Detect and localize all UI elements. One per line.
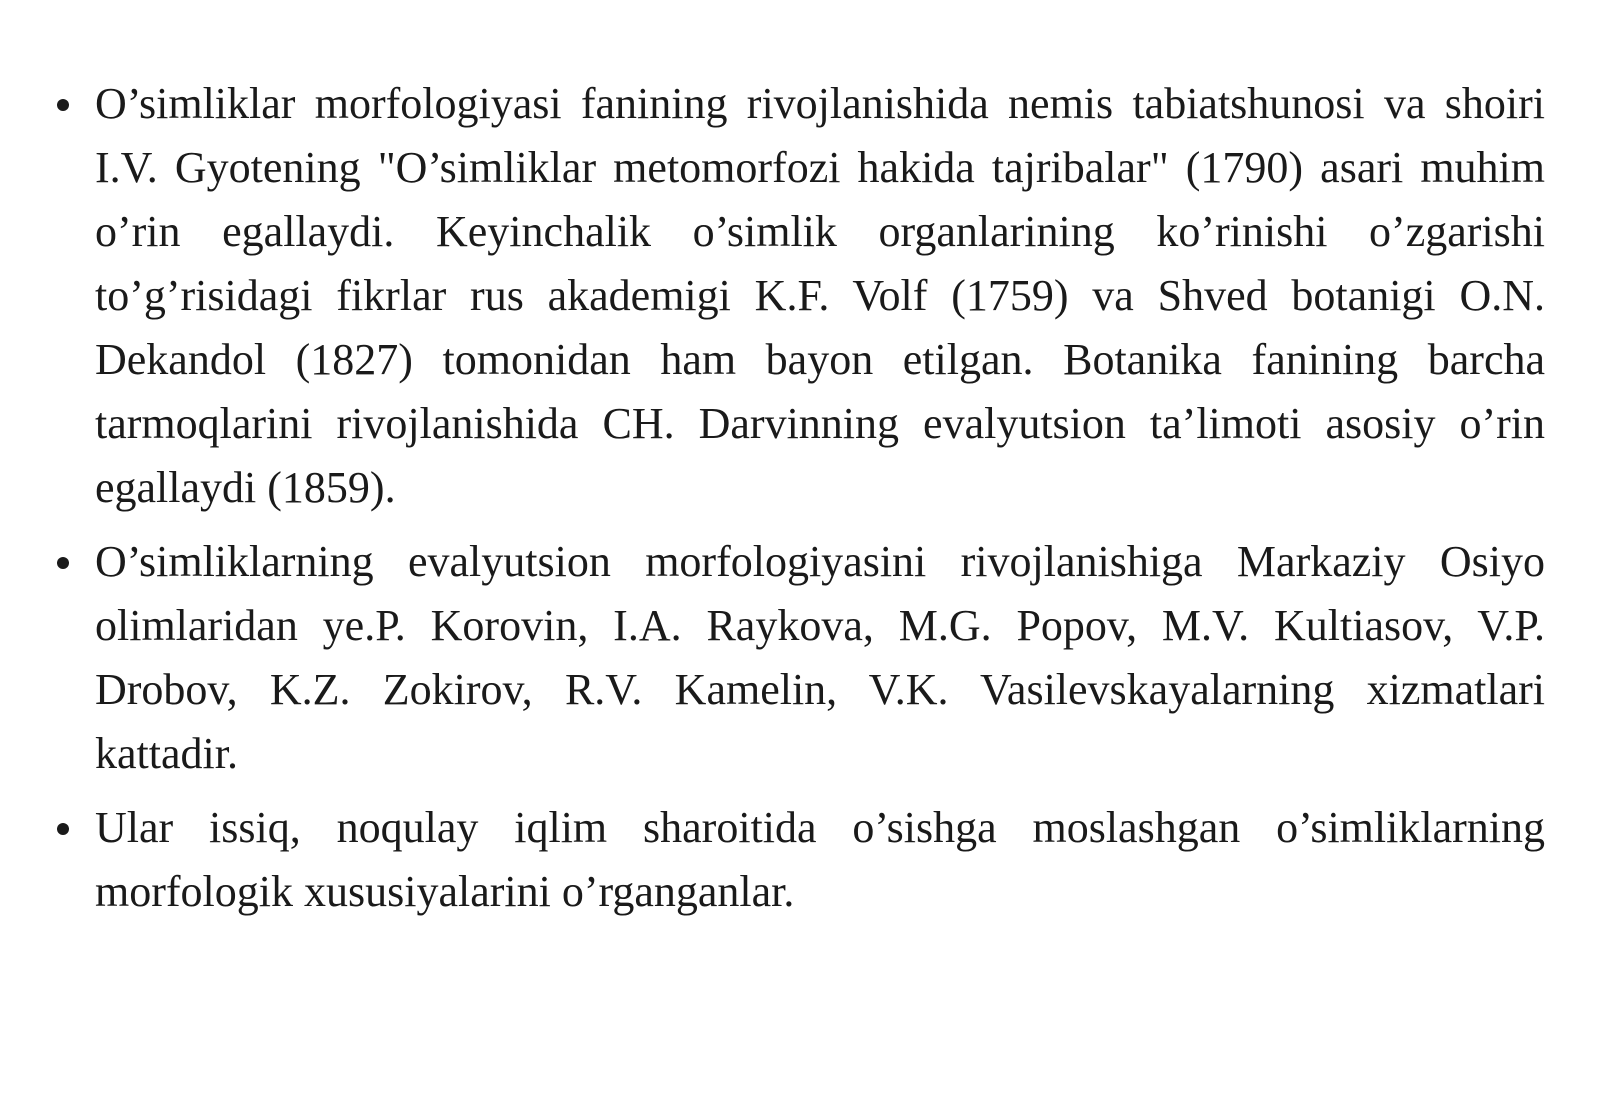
list-item	[55, 72, 1545, 520]
bullet-list	[55, 72, 1545, 934]
paragraph-text: O’simliklarning evalyutsion morfologiyasini rivojlanishiga Markaziy Osiyo olimlaridan ye.P. Korovin, I.A. Raykova, M.G. Popov, M.V. Kultiasov, V.P. Drobov, K.Z. Zokirov, R.V. Kamelin, V.K. Vasilevskayalarning xizmatlari kattadir.	[95, 537, 1545, 778]
list-item	[55, 796, 1545, 924]
list-item	[55, 530, 1545, 786]
bullet-icon	[57, 823, 69, 835]
paragraph-text: Ular issiq, noqulay iqlim sharoitida o’sishga moslashgan o’simliklarning morfologik xususiyalarini o’rganganlar.	[95, 803, 1545, 916]
bullet-icon	[57, 557, 69, 569]
bullet-icon	[57, 99, 69, 111]
paragraph-text: O’simliklar morfologiyasi fanining rivojlanishida nemis tabiatshunosi va shoiri I.V. Gyotening "O’simliklar metomorfozi hakida tajribalar" (1790) asari muhim o’rin egallaydi. Keyinchalik o’simlik organlarining ko’rinishi o’zgarishi to’g’risidagi fikrlar rus akademigi K.F. Volf (1759) va Shved botanigi O.N. Dekandol (1827) tomonidan ham bayon etilgan. Botanika fanining barcha tarmoqlarini rivojlanishida CH. Darvinning evalyutsion ta’limoti asosiy o’rin egallaydi (1859).	[95, 79, 1545, 512]
